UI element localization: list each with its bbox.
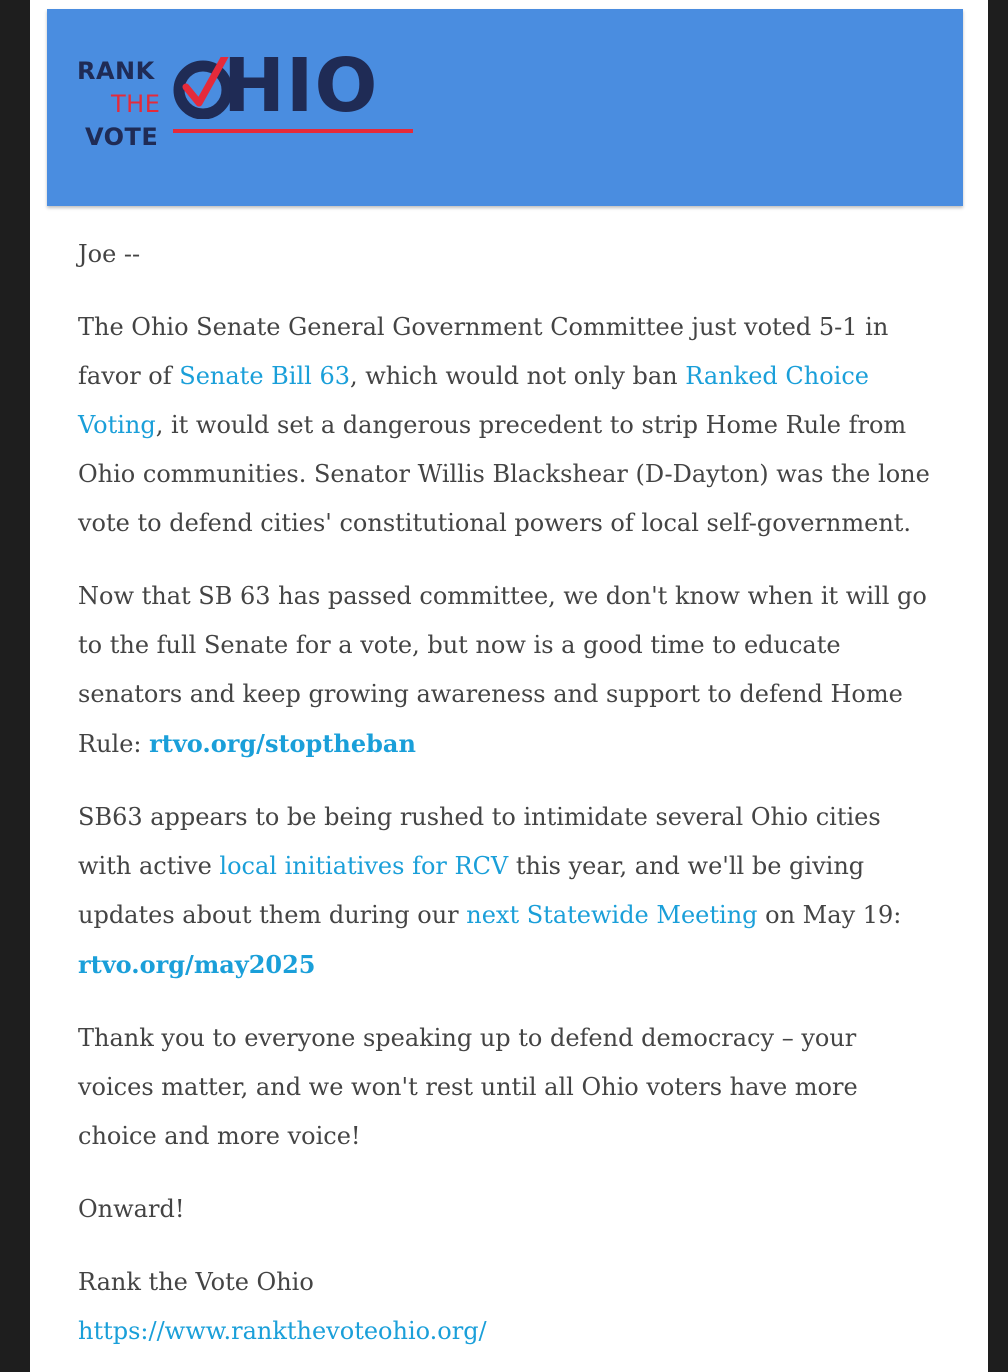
header-banner <box>47 9 963 206</box>
email-body <box>78 230 938 1356</box>
may2025-link[interactable]: rtvo.org/may2025 <box>78 950 316 979</box>
logo-ohio-text: HIO <box>223 43 379 129</box>
signature-name: Rank the Vote Ohio <box>78 1268 314 1296</box>
website-link[interactable]: https://www.rankthevoteohio.org/ <box>78 1317 487 1345</box>
paragraph-thank-you: Thank you to everyone speaking up to defend democracy – your voices matter, and we won't rest until all Ohio voters have more choice and more voice! <box>78 1024 858 1150</box>
closing: Onward! <box>78 1195 185 1223</box>
ranked-choice-voting-link[interactable]: Ranked Choice Voting <box>78 362 869 439</box>
logo-the-text: THE <box>111 90 161 118</box>
paragraph-senate-vote: The Ohio Senate General Government Committee just voted 5-1 in favor of Senate Bill 63, which would not only ban Ranked Choice Voting, it would set a dangerous precedent to strip Home Rule from Ohio communities. Senator Willis Blackshear (D-Dayton) was the lone vote to defend cities' constitutional powers of local self-government. <box>78 313 930 537</box>
paragraph-next-steps: Now that SB 63 has passed committee, we don't know when it will go to the full Senate for a vote, but now is a good time to educate senators and keep growing awareness and support to defend Home Rule: rtvo.org/stoptheban <box>78 582 927 758</box>
greeting: Joe -- <box>78 240 141 268</box>
signature-block <box>78 1258 938 1356</box>
email-card <box>30 0 988 1372</box>
senate-bill-63-link[interactable]: Senate Bill 63 <box>179 362 350 390</box>
rank-the-vote-ohio-logo <box>77 37 422 157</box>
paragraph-local-initiatives: SB63 appears to be being rushed to intimidate several Ohio cities with active local initiatives for RCV this year, and we'll be giving updates about them during our next Statewide Meeting on May 19: rtvo.org/may2025 <box>78 803 902 979</box>
logo-underline <box>173 129 413 133</box>
logo-rank-text: RANK <box>77 57 155 85</box>
local-initiatives-link[interactable]: local initiatives for RCV <box>219 852 509 880</box>
statewide-meeting-link[interactable]: next Statewide Meeting <box>466 901 758 929</box>
logo-vote-text: VOTE <box>85 123 159 151</box>
stoptheban-link[interactable]: rtvo.org/stoptheban <box>149 729 416 758</box>
